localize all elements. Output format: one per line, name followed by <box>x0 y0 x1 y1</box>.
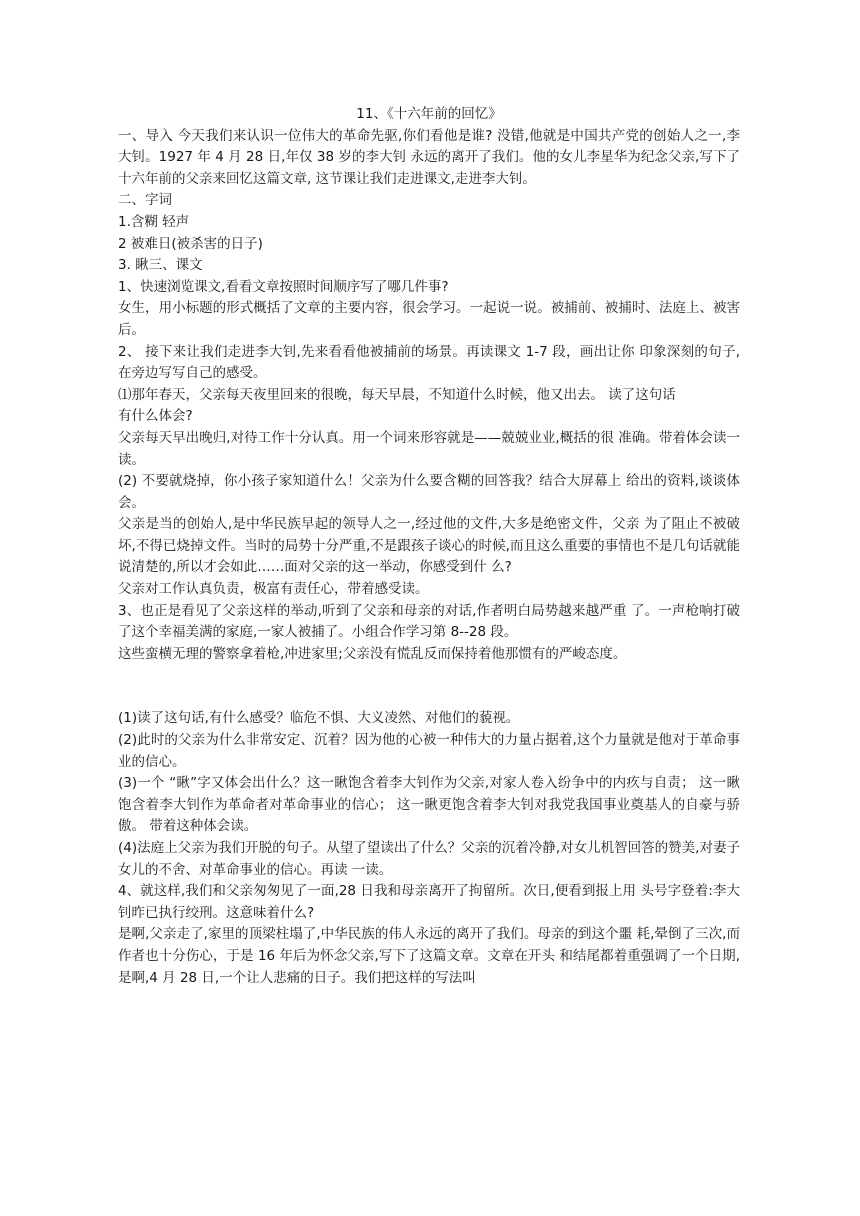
paragraph: 3、也正是看见了父亲这样的举动,听到了父亲和母亲的对话,作者明白局势越来越严重 了。一声枪响打破了这个幸福美满的家庭,一家人被捕了。小组合作学习第 8--28 段。 <box>118 602 740 641</box>
paragraph: 2、 接下来让我们走进李大钊,先来看看他被捕前的场景。再读课文 1-7 段，画出让你 印象深刻的句子,在旁边写写自己的感受。 <box>118 343 740 382</box>
paragraph: 父亲对工作认真负责，极富有责任心，带着感受读。 <box>118 581 429 598</box>
paragraph: 父亲是当的创始人,是中华民族早起的领导人之一,经过他的文件,大多是绝密文件，父亲 为了阻止不被破坏,不得已烧掉文件。当时的局势十分严重,不是跟孩子谈心的时候,而且这么重要的事情也不是几句话就能说清楚的,所以才会如此……面对父亲的这一举动，你感受到什 么? <box>118 516 740 576</box>
paragraph: (3)一个 “瞅”字又体会出什么？这一瞅饱含着李大钊作为父亲,对家人卷入纷争中的内疚与自责； 这一瞅饱含着李大钊作为革命者对革命事业的信心； 这一瞅更饱含着李大钊对我党我国事业奠基人的自豪与骄傲。 带着这种体会读。 <box>118 775 740 835</box>
paragraph: 3. 瞅三、课文 <box>118 257 203 274</box>
paragraph: (2)此时的父亲为什么非常安定、沉着？因为他的心被一种伟大的力量占据着,这个力量就是他对于革命事业的信心。 <box>118 732 740 770</box>
blank-space <box>118 665 740 708</box>
paragraph: ⑴那年春天，父亲每天夜里回来的很晚，每天早晨，不知道什么时候，他又出去。 读了这句话 <box>118 386 676 403</box>
paragraph: 1、快速浏览课文,看看文章按照时间顺序写了哪几件事? <box>118 278 449 295</box>
paragraph: 一、导入 今天我们来认识一位伟大的革命先驱,你们看他是谁? 没错,他就是中国共产党的创始人之一,李大钊。1927 年 4 月 28 日,年仅 38 岁的李大钊 永远的离开了我们。他的女儿李星华为纪念父亲,写下了十六年前的父亲来回忆这篇文章, 这节课让我们走进课文,走进李大钊。 <box>118 127 740 187</box>
paragraph: 2 被难日(被杀害的日子) <box>118 235 263 252</box>
paragraph: (4)法庭上父亲为我们开脱的句子。从望了望读出了什么？父亲的沉着冷静,对女儿机智回答的赞美,对妻子女儿的不舍、对革命事业的信心。再读 一读。 <box>118 840 740 878</box>
paragraph: (1)读了这句话,有什么感受？临危不惧、大义凌然、对他们的藐视。 <box>118 710 520 727</box>
paragraph: 这些蛮横无理的警察拿着枪,冲进家里;父亲没有慌乱反而保持着他那惯有的严峻态度。 <box>118 645 627 662</box>
paragraph: 女生，用小标题的形式概括了文章的主要内容，很会学习。一起说一说。被捕前、被捕时、法庭上、被害后。 <box>118 300 740 338</box>
paragraph: 1.含糊 轻声 <box>118 213 190 230</box>
paragraph: 4、就这样,我们和父亲匆匆见了一面,28 日我和母亲离开了拘留所。次日,便看到报上用 头号字登着:李大钊昨已执行绞刑。这意味着什么? <box>118 883 740 921</box>
document-page <box>118 104 740 989</box>
document-title: 11、《十六年前的回忆》 <box>356 106 502 122</box>
paragraph: 是啊,父亲走了,家里的顶梁柱塌了,中华民族的伟人永远的离开了我们。母亲的到这个噩 耗,晕倒了三次,而作者也十分伤心，于是 16 年后为怀念父亲,写下了这篇文章。文章在开头 和结尾都着重强调了一个日期,是啊,4 月 28 日,一个让人悲痛的日子。我们把这样的写法叫 <box>118 926 740 986</box>
paragraph: 父亲每天早出晚归,对待工作十分认真。用一个词来形容就是——兢兢业业,概括的很 准确。带着体会读一读。 <box>118 429 740 468</box>
paragraph: (2) 不要就烧掉，你小孩子家知道什么！父亲为什么要含糊的回答我？结合大屏幕上 给出的资料,谈谈体会。 <box>118 473 740 511</box>
paragraph: 二、字词 <box>118 192 172 209</box>
paragraph: 有什么体会? <box>118 408 193 425</box>
